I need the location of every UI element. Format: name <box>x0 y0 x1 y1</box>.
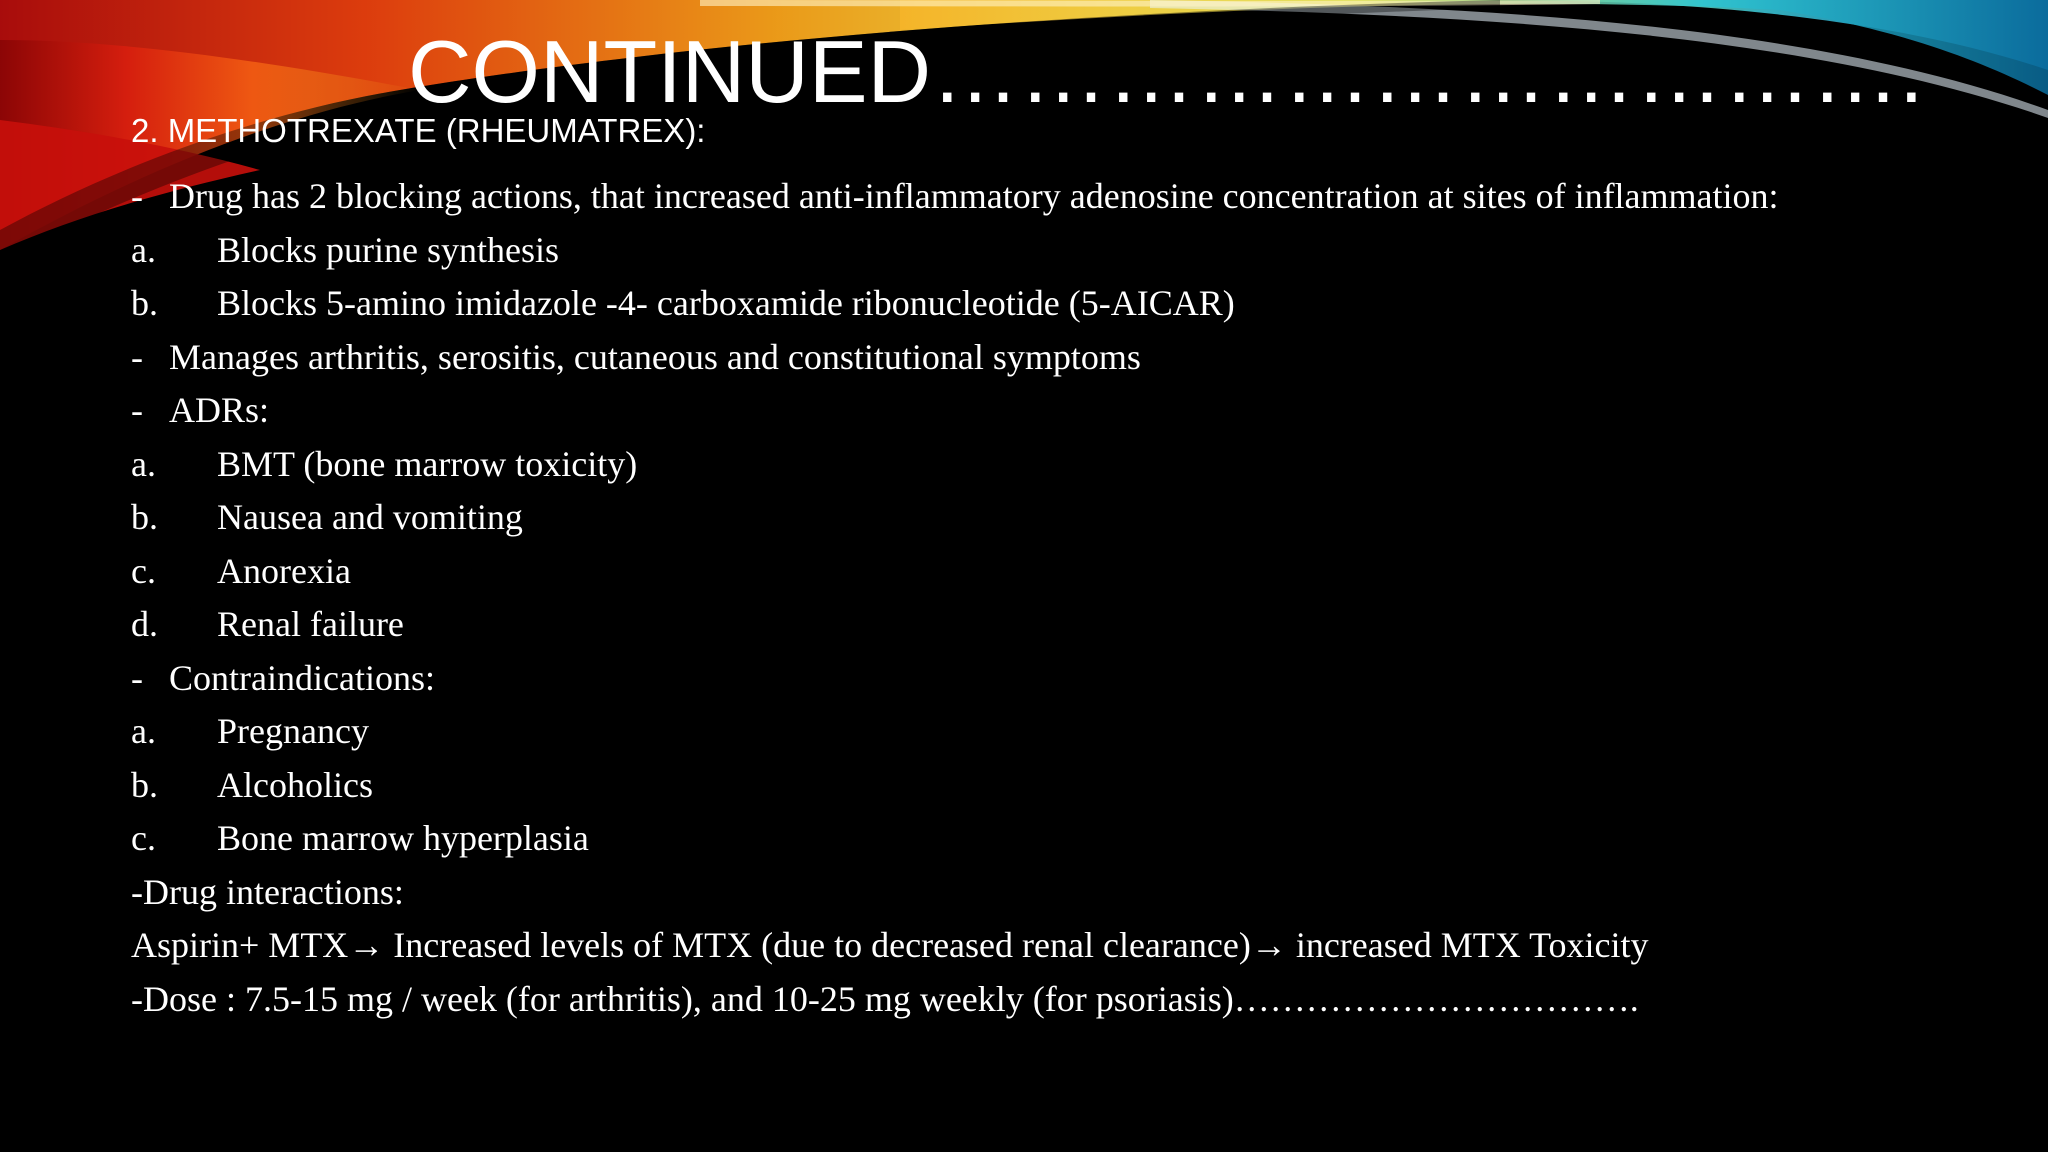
text-line <box>131 866 404 919</box>
slide-subtitle: 2. METHOTREXATE (RHEUMATREX): <box>131 112 706 149</box>
list-marker: a. <box>131 229 156 270</box>
list-marker: c. <box>131 818 156 858</box>
bullet-marker: - <box>131 390 143 430</box>
list-item <box>131 438 637 491</box>
list-text: Nausea and vomiting <box>217 497 523 537</box>
slide-title: CONTINUED……………………………. <box>408 22 1924 121</box>
list-marker: b. <box>131 497 158 537</box>
list-text: Anorexia <box>217 550 351 591</box>
bullet-line <box>131 170 1779 223</box>
bullet-marker: - <box>131 176 143 216</box>
list-item <box>131 277 1235 330</box>
list-marker: d. <box>131 604 158 644</box>
list-text: BMT (bone marrow toxicity) <box>217 443 638 484</box>
list-text: Alcoholics <box>217 764 373 805</box>
list-marker: b. <box>131 764 158 805</box>
list-item <box>131 545 351 598</box>
list-item <box>131 705 369 758</box>
bullet-text: Drug has 2 blocking actions, that increased anti-inflammatory adenosine concentration at sites of inflammation: <box>169 176 1779 216</box>
bullet-line <box>131 384 269 437</box>
list-marker: a. <box>131 443 156 484</box>
bullet-marker: - <box>131 657 143 698</box>
list-marker: b. <box>131 283 158 323</box>
list-item <box>131 812 589 865</box>
bullet-line <box>131 331 1141 384</box>
bullet-line <box>131 652 435 705</box>
list-item <box>131 224 559 277</box>
line-text: Aspirin+ MTX→ Increased levels of MTX (due to decreased renal clearance)→ increased MTX Toxicity <box>131 925 1649 965</box>
list-text: Blocks 5-amino imidazole -4- carboxamide ribonucleotide (5-AICAR) <box>217 283 1235 323</box>
bullet-text: Manages arthritis, serositis, cutaneous and constitutional symptoms <box>169 336 1141 377</box>
text-line <box>131 919 1649 972</box>
list-text: Renal failure <box>217 604 404 644</box>
list-item <box>131 598 404 651</box>
bullet-text: Contraindications: <box>169 657 435 698</box>
line-text: -Drug interactions: <box>131 871 404 912</box>
list-marker: c. <box>131 550 156 591</box>
list-marker: a. <box>131 711 156 751</box>
line-text: -Dose : 7.5-15 mg / week (for arthritis), and 10-25 mg weekly (for psoriasis)……………………………. <box>131 978 1639 1019</box>
text-line <box>131 973 1639 1026</box>
bullet-text: ADRs: <box>169 390 270 430</box>
list-item <box>131 759 373 812</box>
list-text: Pregnancy <box>217 711 369 751</box>
list-text: Bone marrow hyperplasia <box>217 818 589 858</box>
list-item <box>131 491 523 544</box>
bullet-marker: - <box>131 336 143 377</box>
list-text: Blocks purine synthesis <box>217 229 559 270</box>
